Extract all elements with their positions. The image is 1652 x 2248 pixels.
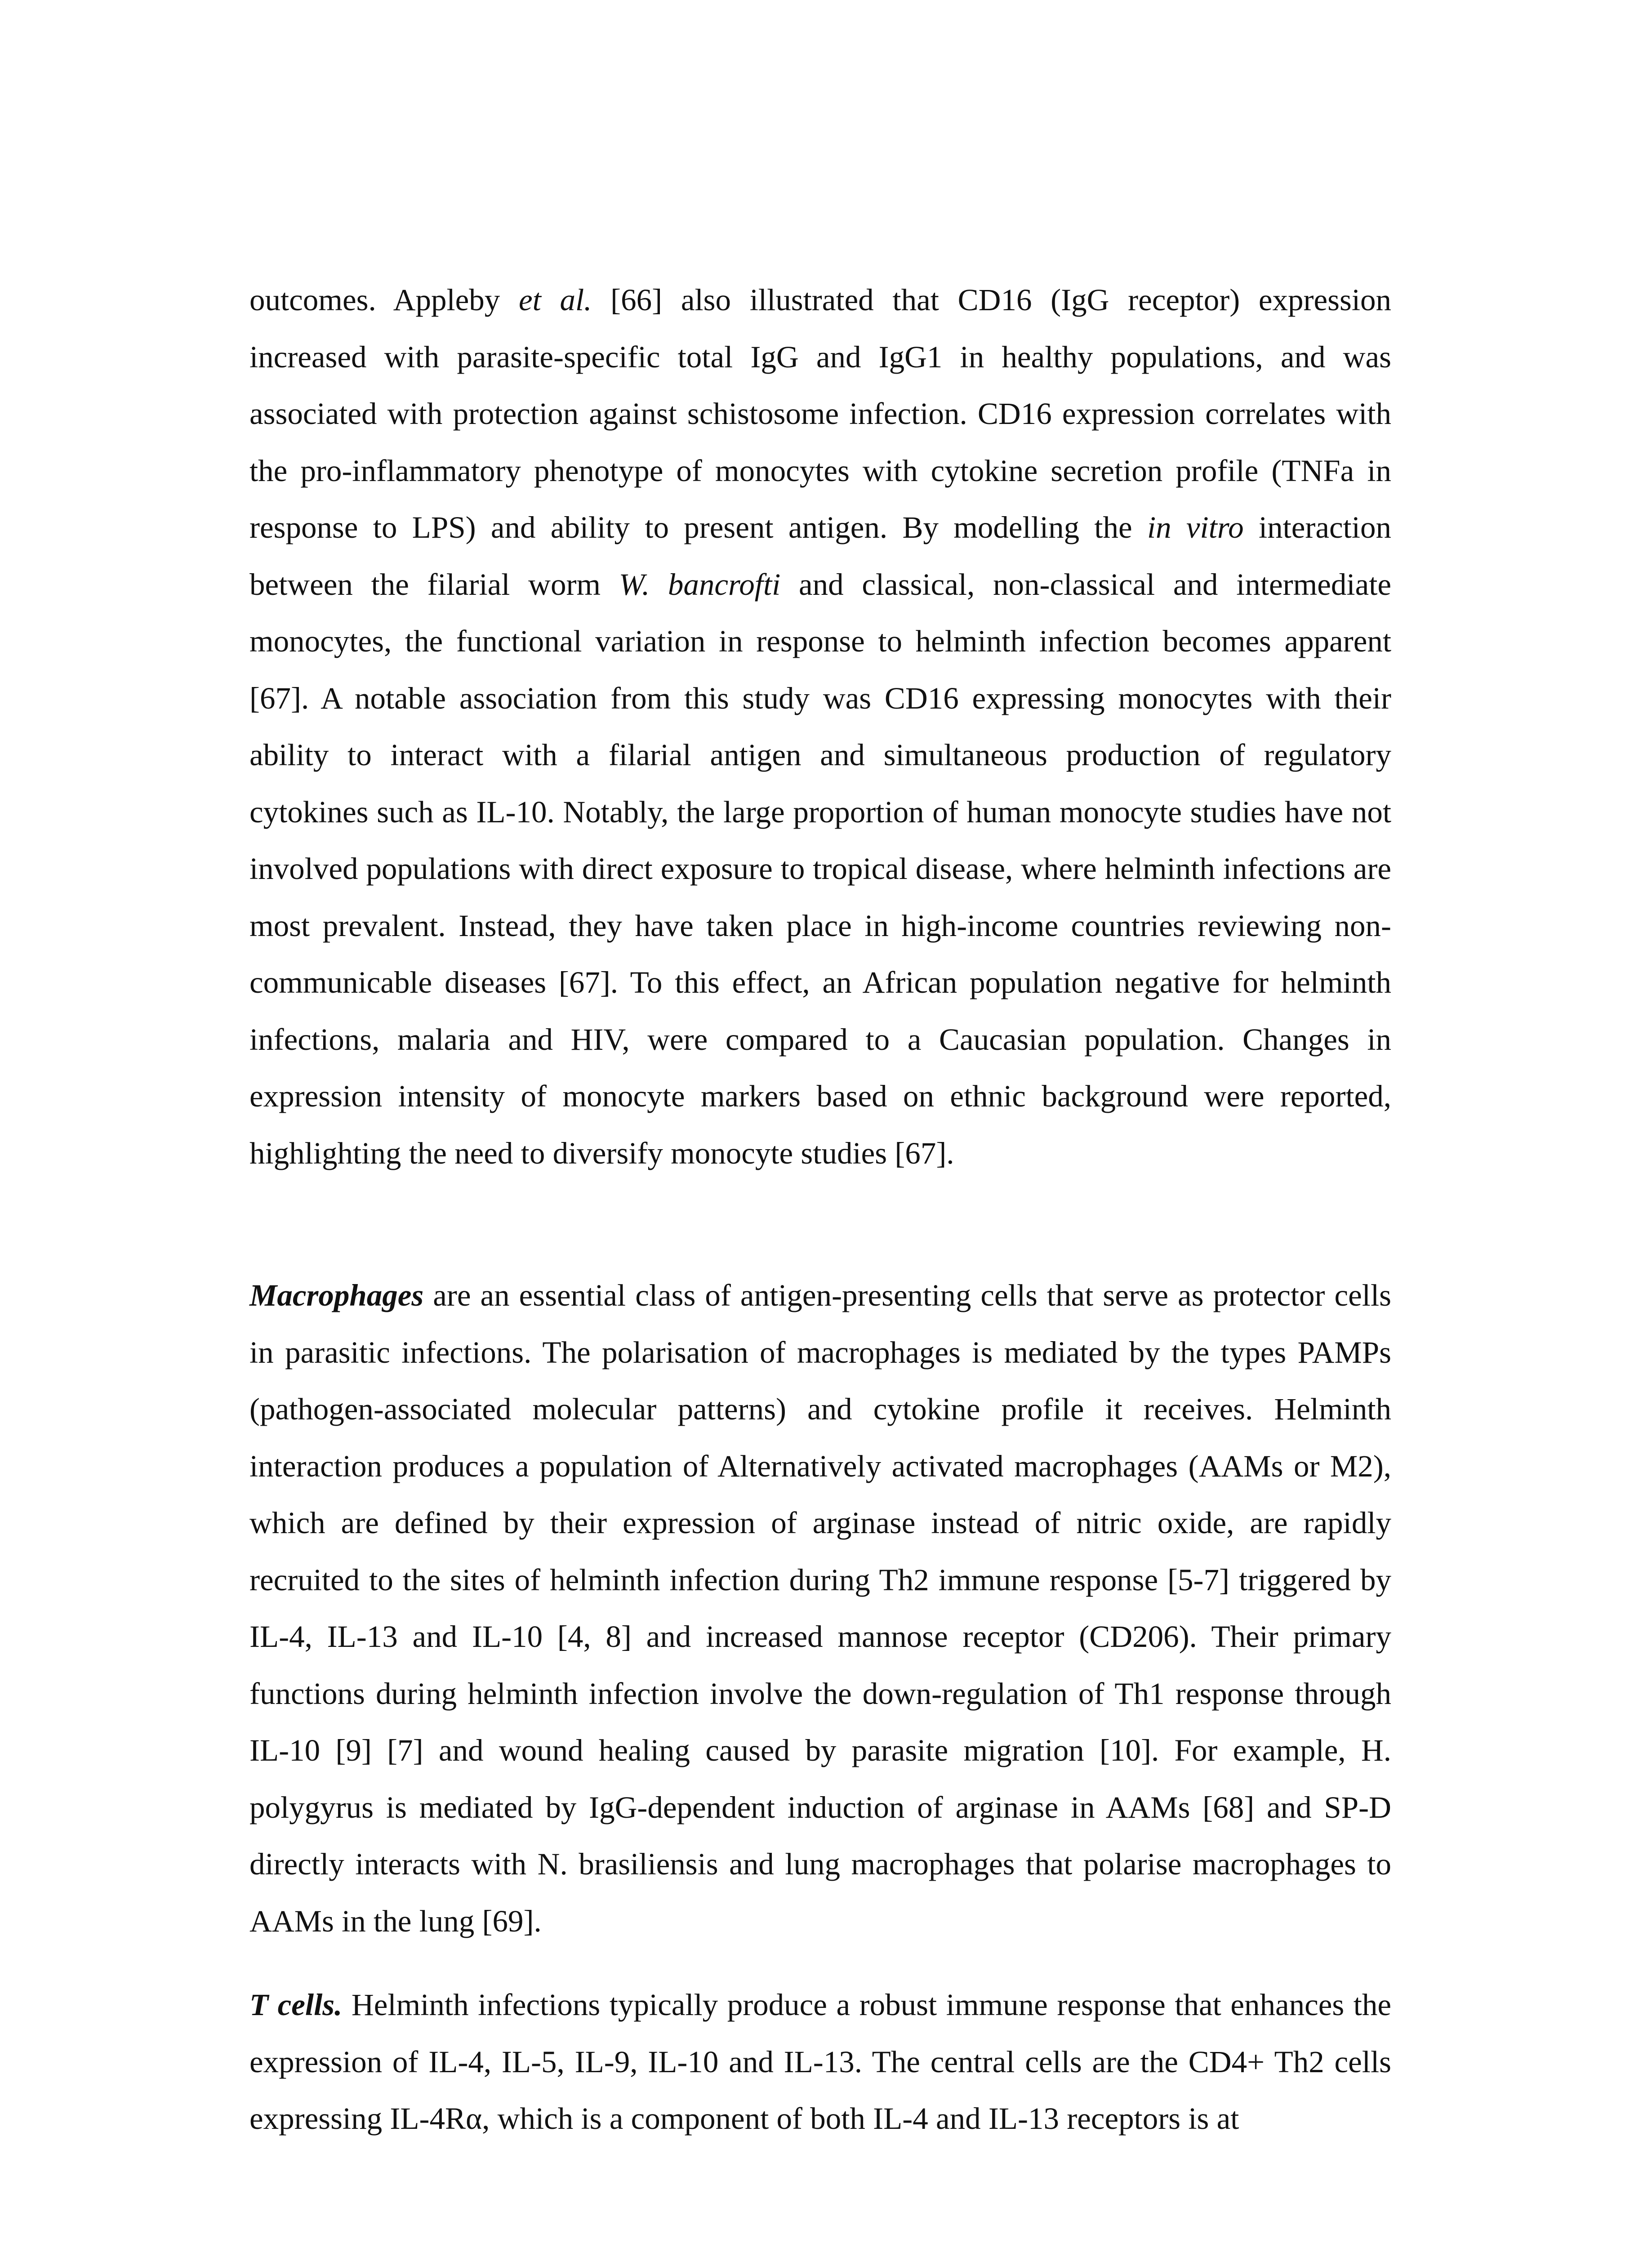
paragraph-heading: Macrophages (249, 1278, 424, 1312)
italic-run: et al. (518, 283, 592, 317)
text-run: outcomes. Appleby (249, 283, 519, 317)
paragraph-text (249, 1976, 1391, 2147)
paragraph-text (249, 272, 1391, 1182)
paragraph-heading: T cells. (249, 1988, 343, 2022)
paragraph-t-cells (249, 1976, 1391, 2147)
text-run: and classical, non-classical and intermediate monocytes, the functional variation in response to helminth infection becomes apparent [67]. A notable association from this study was CD16 expressing monocytes with their ability to interact with a filarial antigen and simultaneous production of regulatory cytokines such as IL-10. Notably, the large proportion of human monocyte studies have not involved populations with direct exposure to tropical disease, where helminth infections are most prevalent. Instead, they have taken place in high-income countries reviewing non-communicable diseases [67]. To this effect, an African population negative for helminth infections, malaria and HIV, were compared to a Caucasian population. Changes in expression intensity of monocyte markers based on ethnic background were reported, highlighting the need to diversify monocyte studies [67]. (249, 567, 1391, 1170)
paragraph-macrophages (249, 1267, 1391, 1949)
text-run: interaction between the filarial worm (249, 510, 1391, 602)
text-run: [66] also illustrated that CD16 (IgG receptor) expression increased with parasite-specific total IgG and IgG1 in healthy populations, and was associated with protection against schistosome infection. CD16 expression correlates with the pro-inflammatory phenotype of monocytes with cytokine secretion profile (TNFa in response to LPS) and ability to present antigen. By modelling the (249, 283, 1391, 544)
text-run: Helminth infections typically produce a robust immune response that enhances the expression of IL-4, IL-5, IL-9, IL-10 and IL-13. The central cells are the CD4+ Th2 cells expressing IL-4Rα, which is a component of both IL-4 and IL-13 receptors is at (249, 1988, 1392, 2136)
italic-run: in vitro (1147, 510, 1244, 544)
italic-run: W. bancrofti (619, 567, 781, 602)
paragraph-monocytes (249, 272, 1391, 1182)
paragraph-text (249, 1267, 1391, 1949)
text-run: are an essential class of antigen-presenting cells that serve as protector cells in parasitic infections. The polarisation of macrophages is mediated by the types PAMPs (pathogen-associated molecular patterns) and cytokine profile it receives. Helminth interaction produces a population of Alternatively activated macrophages (AAMs or M2), which are defined by their expression of arginase instead of nitric oxide, are rapidly recruited to the sites of helminth infection during Th2 immune response [5-7] triggered by IL-4, IL-13 and IL-10 [4, 8] and increased mannose receptor (CD206). Their primary functions during helminth infection involve the down-regulation of Th1 response through IL-10 [9] [7] and wound healing caused by parasite migration [10]. For example, H. polygyrus is mediated by IgG-dependent induction of arginase in AAMs [68] and SP-D directly interacts with N. brasiliensis and lung macrophages that polarise macrophages to AAMs in the lung [69]. (249, 1278, 1391, 1938)
